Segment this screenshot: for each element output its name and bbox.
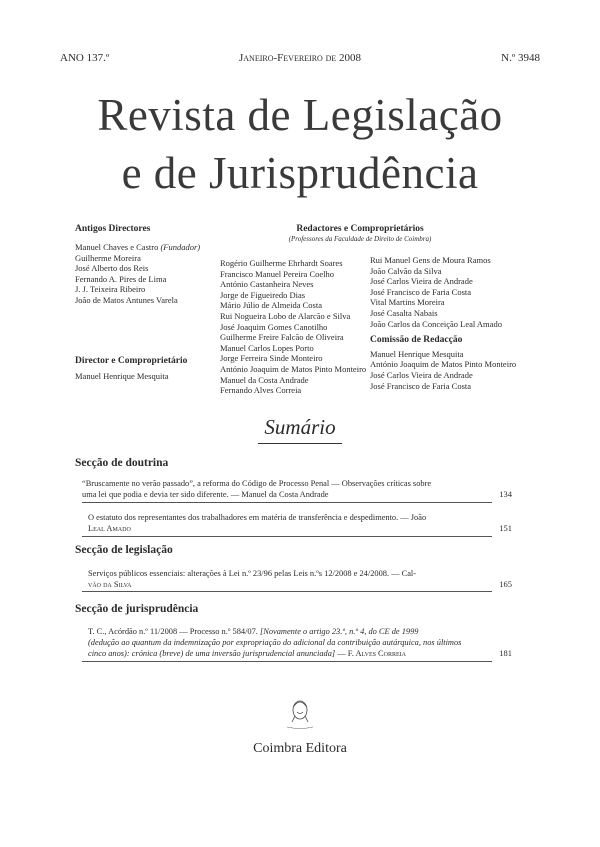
toc-entry[interactable] bbox=[88, 626, 502, 659]
former-director: João de Matos Antunes Varela bbox=[75, 294, 178, 305]
toc-entry-line: Serviços públicos essenciais: alterações à Lei n.º 23/96 pelas Leis n.ºs 12/2008 e 24/2008. — Cal- bbox=[88, 569, 417, 578]
former-director: Guilherme Moreira bbox=[75, 252, 141, 263]
section-title-jurisprudence: Secção de jurisprudência bbox=[75, 603, 199, 615]
director-name: Manuel Henrique Mesquita bbox=[75, 371, 169, 381]
toc-entry-line: uma lei que podia e devia ter sido diferente. — Manuel da Costa Andrade bbox=[82, 490, 329, 499]
committee-member: José Carlos Vieira de Andrade bbox=[370, 369, 473, 380]
former-directors bbox=[75, 224, 215, 306]
editor-name: Manuel Carlos Lopes Porto bbox=[220, 342, 314, 353]
editor-name: João Carlos da Conceição Leal Amado bbox=[370, 318, 502, 329]
entry-divider bbox=[82, 502, 492, 503]
toc-entry[interactable] bbox=[88, 512, 502, 534]
editor-name: Mário Júlio de Almeida Costa bbox=[220, 300, 322, 311]
toc-entry-line bbox=[88, 626, 502, 637]
editor-name: João Calvão da Silva bbox=[370, 265, 442, 276]
editor-name: Fernando Alves Correia bbox=[220, 385, 302, 396]
toc-entry-text-italic: [Novamente o artigo 23.º, n.º 4, do CE de 1999 bbox=[259, 627, 419, 636]
journal-title-line1: Revista de Legislação bbox=[97, 90, 503, 140]
editor-name: Manuel da Costa Andrade bbox=[220, 374, 309, 385]
editor-name: José Carlos Vieira de Andrade bbox=[370, 276, 473, 287]
entry-divider bbox=[82, 591, 492, 592]
toc-page-number: 181 bbox=[499, 648, 512, 658]
toc-entry-text-italic: cinco anos): crónica (breve) de uma inversão jurisprudencial anunciada] bbox=[88, 649, 336, 658]
section-title-doctrine: Secção de doutrina bbox=[75, 457, 169, 469]
editor-name: António Joaquim de Matos Pinto Monteiro bbox=[220, 363, 367, 374]
editors-header bbox=[210, 224, 510, 243]
toc-entry-line: Leal Amado bbox=[88, 524, 131, 533]
issue-date: Janeiro-Fevereiro de 2008 bbox=[239, 52, 361, 64]
publisher-logo-icon bbox=[270, 694, 330, 734]
toc-entry-line bbox=[88, 648, 502, 659]
former-directors-heading: Antigos Directores bbox=[75, 224, 151, 234]
committee-member: António Joaquim de Matos Pinto Monteiro bbox=[370, 359, 517, 370]
summary-title: Sumário bbox=[258, 415, 341, 444]
editor-name: Francisco Manuel Pereira Coelho bbox=[220, 268, 335, 279]
toc-entry-text: T. C., Acórdão n.º 11/2008 — Processo n.º 584/07. bbox=[88, 627, 258, 636]
editor-name: Jorge Ferreira Sinde Monteiro bbox=[220, 353, 323, 364]
toc-entry-line: vão da Silva bbox=[88, 580, 132, 589]
editor-name: Rogério Guilherme Ehrhardt Soares bbox=[220, 258, 343, 268]
summary-heading-block bbox=[0, 415, 600, 444]
committee-member: Manuel Henrique Mesquita bbox=[370, 348, 464, 359]
toc-entry-line: “Bruscamente no verão passado”, a reforma do Código de Processo Penal — Observações críticas sobre bbox=[82, 479, 432, 488]
editors-heading: Redactores e Comproprietários bbox=[296, 224, 424, 234]
editors-column-2 bbox=[370, 255, 530, 391]
editor-name: José Francisco de Faria Costa bbox=[370, 286, 472, 297]
entry-divider bbox=[82, 661, 492, 662]
publisher-name: Coimbra Editora bbox=[253, 741, 347, 756]
director-block bbox=[75, 356, 215, 382]
editor-name: Jorge de Figueiredo Dias bbox=[220, 289, 306, 300]
toc-entry[interactable] bbox=[88, 568, 502, 590]
committee-member: José Francisco de Faria Costa bbox=[370, 380, 472, 391]
journal-title-line2: e de Jurisprudência bbox=[121, 148, 479, 198]
editor-name: António Castanheira Neves bbox=[220, 279, 314, 290]
editor-name: Rui Manuel Gens de Moura Ramos bbox=[370, 255, 491, 265]
toc-page-number: 165 bbox=[499, 579, 512, 589]
editor-name: José Joaquim Gomes Canotilho bbox=[220, 321, 328, 332]
editors-column-1 bbox=[220, 258, 370, 396]
toc-entry-line: O estatuto dos representantes dos trabalhadores em matéria de transferência e despedimento. — João bbox=[88, 513, 427, 522]
former-director: Manuel Chaves e Castro (Fundador) bbox=[75, 242, 201, 252]
entry-divider bbox=[82, 536, 492, 537]
journal-title bbox=[0, 86, 600, 202]
editor-name: Rui Nogueira Lobo de Alarcão e Silva bbox=[220, 310, 351, 321]
toc-page-number: 134 bbox=[499, 489, 512, 499]
former-director: J. J. Teixeira Ribeiro bbox=[75, 284, 146, 295]
toc-page-number: 151 bbox=[499, 523, 512, 533]
former-directors-list bbox=[75, 242, 215, 306]
former-director: Fernando A. Pires de Lima bbox=[75, 273, 167, 284]
section-title-legislation: Secção de legislação bbox=[75, 544, 173, 556]
committee-heading: Comissão de Redacção bbox=[370, 335, 463, 346]
toc-entry-author: — F. Alves Correia bbox=[337, 649, 406, 658]
editors-subheading: (Professores da Faculdade de Direito de Coimbra) bbox=[288, 235, 432, 243]
director-heading: Director e Comproprietário bbox=[75, 356, 188, 366]
editor-name: José Casalta Nabais bbox=[370, 307, 438, 318]
toc-entry[interactable] bbox=[82, 478, 502, 500]
editor-name: Vital Martins Moreira bbox=[370, 297, 445, 308]
toc-entry-line: (dedução ao quantum da indemnização por expropriação do adicional da contribuição autárquica, nos últimos bbox=[88, 638, 462, 647]
editor-name: Guilherme Freire Falcão de Oliveira bbox=[220, 332, 344, 343]
issue-number: N.º 3948 bbox=[501, 52, 540, 64]
issue-year: ANO 137.º bbox=[60, 52, 110, 64]
former-director: José Alberto dos Reis bbox=[75, 263, 149, 274]
